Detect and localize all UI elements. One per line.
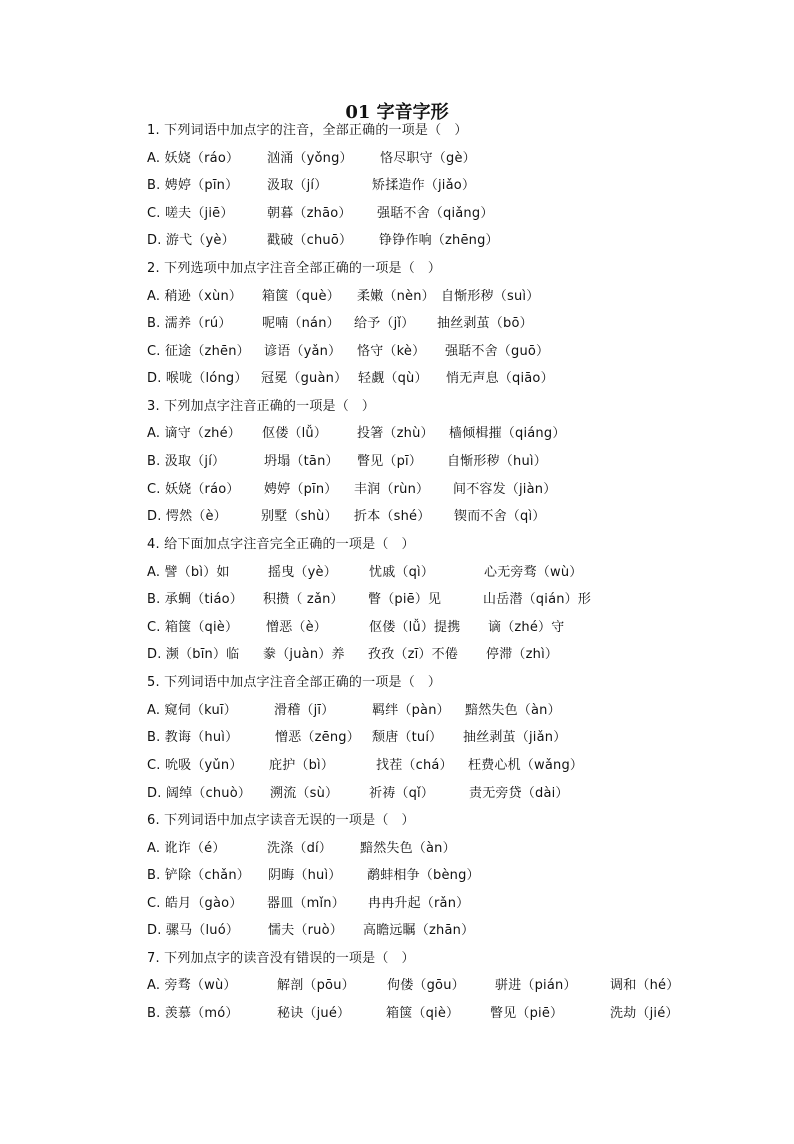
option-item: 箱箧（què） — [262, 289, 340, 304]
question-7-option-b — [147, 1004, 679, 1024]
question-1-option-c — [147, 204, 494, 224]
question-1-option-b — [147, 176, 476, 196]
option-item: 汲取（jí） — [267, 178, 328, 193]
option-item: C. 皓月（gào） — [147, 896, 243, 911]
option-item: C. 征途（zhēn） — [147, 344, 250, 359]
option-item: 别墅（shù） — [261, 509, 338, 524]
option-item: B. 羡慕（mó） — [147, 1006, 239, 1021]
option-item: 朝暮（zhāo） — [267, 206, 352, 221]
option-item: 谪（zhé）守 — [488, 620, 565, 635]
question-5-option-c — [147, 756, 584, 776]
option-item: 豢（juàn）养 — [263, 647, 345, 662]
question-5-option-b — [147, 728, 567, 748]
option-item: 憎恶（zēng） — [275, 730, 360, 745]
question-3-option-a — [147, 424, 566, 444]
option-item: 洗劫（jié） — [610, 1006, 679, 1021]
question-6-option-b — [147, 866, 480, 886]
option-item: 鹬蚌相争（bèng） — [367, 868, 480, 883]
question-4-option-b — [147, 590, 592, 610]
question-5-option-d — [147, 784, 569, 804]
option-item: 解剖（pōu） — [277, 978, 355, 993]
option-item: 折本（shé） — [354, 509, 431, 524]
question-2-option-b — [147, 314, 533, 334]
option-item: 抽丝剥茧（jiǎn） — [463, 730, 567, 745]
option-item: 佝偻（gōu） — [387, 978, 465, 993]
option-item: 箱箧（qiè） — [386, 1006, 460, 1021]
option-item: 摇曳（yè） — [268, 565, 337, 580]
option-item: D. 喉咙（lóng） — [147, 371, 248, 386]
option-item: D. 阔绰（chuò） — [147, 786, 252, 801]
option-item: 自惭形秽（huì） — [447, 454, 547, 469]
option-item: 找茬（chá） — [376, 758, 453, 773]
option-item: 颓唐（tuí） — [372, 730, 443, 745]
option-item: D. 骡马（luó） — [147, 923, 240, 938]
option-item: 停滞（zhì） — [486, 647, 559, 662]
question-6-option-d — [147, 921, 475, 941]
option-item: 丰润（rùn） — [354, 482, 430, 497]
question-2-option-c — [147, 342, 550, 362]
option-item: C. 箱箧（qiè） — [147, 620, 239, 635]
option-item: A. 稍逊（xùn） — [147, 289, 243, 304]
option-item: 高瞻远瞩（zhān） — [363, 923, 475, 938]
option-item: 轻觑（qù） — [358, 371, 428, 386]
option-item: 懦夫（ruò） — [268, 923, 343, 938]
option-item: 强聒不舍（guō） — [445, 344, 550, 359]
option-item: D. 游弋（yè） — [147, 233, 235, 248]
option-item: 间不容发（jiàn） — [453, 482, 557, 497]
page-title: 01 字音字形 — [345, 102, 449, 123]
option-item: D. 濒（bīn）临 — [147, 647, 240, 662]
option-item: A. 旁骛（wù） — [147, 978, 237, 993]
option-item: A. 窥伺（kuī） — [147, 703, 237, 718]
option-item: 伛偻（lǚ） — [262, 426, 328, 441]
question-2-option-d — [147, 369, 554, 389]
option-item: A. 讹诈（é） — [147, 841, 226, 856]
question-6-stem: 6. 下列词语中加点字读音无误的一项是（ ） — [147, 813, 415, 828]
question-6-option-c — [147, 894, 470, 914]
option-item: 洗涤（dí） — [267, 841, 333, 856]
option-item: 汹涌（yǒng） — [267, 151, 353, 166]
option-item: B. 娉婷（pīn） — [147, 178, 239, 193]
option-item: 憎恶（è） — [266, 620, 327, 635]
option-item: 冠冕（guàn） — [261, 371, 348, 386]
option-item: 悄无声息（qiāo） — [446, 371, 554, 386]
question-5-stem: 5. 下列词语中加点字注音全部正确的一项是（ ） — [147, 675, 442, 690]
option-item: 伛偻（lǚ）提携 — [369, 620, 461, 635]
option-item: 呢喃（nán） — [262, 316, 340, 331]
option-item: 庇护（bì） — [269, 758, 335, 773]
option-item: C. 嗟夫（jiē） — [147, 206, 234, 221]
option-item: 抽丝剥茧（bō） — [437, 316, 533, 331]
option-item: 瞥（piē）见 — [368, 592, 442, 607]
option-item: 强聒不舍（qiǎng） — [377, 206, 494, 221]
option-item: A. 譬（bì）如 — [147, 565, 230, 580]
option-item: 瞥见（piē） — [490, 1006, 564, 1021]
option-item: 矫揉造作（jiǎo） — [372, 178, 476, 193]
option-item: D. 愕然（è） — [147, 509, 227, 524]
option-item: 铮铮作响（zhēng） — [379, 233, 499, 248]
option-item: 秘诀（jué） — [277, 1006, 351, 1021]
option-item: 柔嫩（nèn） — [357, 289, 435, 304]
option-item: 山岳潜（qián）形 — [483, 592, 592, 607]
option-item: 器皿（mǐn） — [267, 896, 345, 911]
question-4-option-a — [147, 563, 583, 583]
option-item: 冉冉升起（rǎn） — [368, 896, 470, 911]
option-item: 忧戚（qì） — [369, 565, 435, 580]
question-1-option-d — [147, 231, 499, 251]
option-item: 积攒（ zǎn） — [263, 592, 344, 607]
question-1-option-a — [147, 149, 476, 169]
question-4-stem: 4. 给下面加点字注音完全正确的一项是（ ） — [147, 537, 415, 552]
option-item: 孜孜（zī）不倦 — [368, 647, 459, 662]
option-item: 自惭形秽（suì） — [441, 289, 540, 304]
option-item: 枉费心机（wǎng） — [468, 758, 584, 773]
question-7-option-a — [147, 976, 680, 996]
question-4-option-d — [147, 645, 559, 665]
option-item: 骈进（pián） — [495, 978, 577, 993]
option-item: 溯流（sù） — [270, 786, 339, 801]
question-3-option-b — [147, 452, 547, 472]
option-item: B. 濡养（rú） — [147, 316, 232, 331]
question-4-option-c — [147, 618, 565, 638]
option-item: 黯然失色（àn） — [360, 841, 456, 856]
question-3-option-c — [147, 480, 557, 500]
option-item: 调和（hé） — [610, 978, 680, 993]
option-item: 瞥见（pī） — [357, 454, 423, 469]
option-item: 责无旁贷（dài） — [469, 786, 569, 801]
option-item: B. 承蜩（tiáo） — [147, 592, 244, 607]
option-item: 羁绊（pàn） — [372, 703, 450, 718]
question-5-option-a — [147, 701, 561, 721]
option-item: 樯倾楫摧（qiáng） — [449, 426, 566, 441]
option-item: 锲而不舍（qì） — [454, 509, 546, 524]
option-item: 坍塌（tān） — [264, 454, 339, 469]
option-item: A. 谪守（zhé） — [147, 426, 241, 441]
option-item: 戳破（chuō） — [267, 233, 353, 248]
option-item: B. 汲取（jí） — [147, 454, 226, 469]
question-3-option-d — [147, 507, 546, 527]
option-item: A. 妖娆（ráo） — [147, 151, 240, 166]
option-item: 滑稽（jī） — [274, 703, 335, 718]
option-item: 恪守（kè） — [357, 344, 426, 359]
question-2-stem: 2. 下列选项中加点字注音全部正确的一项是（ ） — [147, 261, 442, 276]
option-item: 娉婷（pīn） — [264, 482, 338, 497]
option-item: 恪尽职守（gè） — [380, 151, 476, 166]
option-item: B. 铲除（chǎn） — [147, 868, 250, 883]
option-item: C. 吮吸（yǔn） — [147, 758, 243, 773]
option-item: 心无旁骛（wù） — [484, 565, 583, 580]
option-item: 投箸（zhù） — [357, 426, 434, 441]
option-item: C. 妖娆（ráo） — [147, 482, 240, 497]
option-item: 祈祷（qǐ） — [369, 786, 435, 801]
option-item: 黯然失色（àn） — [465, 703, 561, 718]
option-item: B. 教诲（huì） — [147, 730, 239, 745]
question-1-stem: 1. 下列词语中加点字的注音，全部正确的一项是（ ） — [147, 123, 468, 138]
option-item: 谚语（yǎn） — [264, 344, 342, 359]
option-item: 阴晦（huì） — [268, 868, 342, 883]
question-3-stem: 3. 下列加点字注音正确的一项是（ ） — [147, 399, 376, 414]
question-6-option-a — [147, 839, 456, 859]
option-item: 给予（jǐ） — [354, 316, 415, 331]
question-7-stem: 7. 下列加点字的读音没有错误的一项是（ ） — [147, 951, 415, 966]
question-2-option-a — [147, 287, 540, 307]
